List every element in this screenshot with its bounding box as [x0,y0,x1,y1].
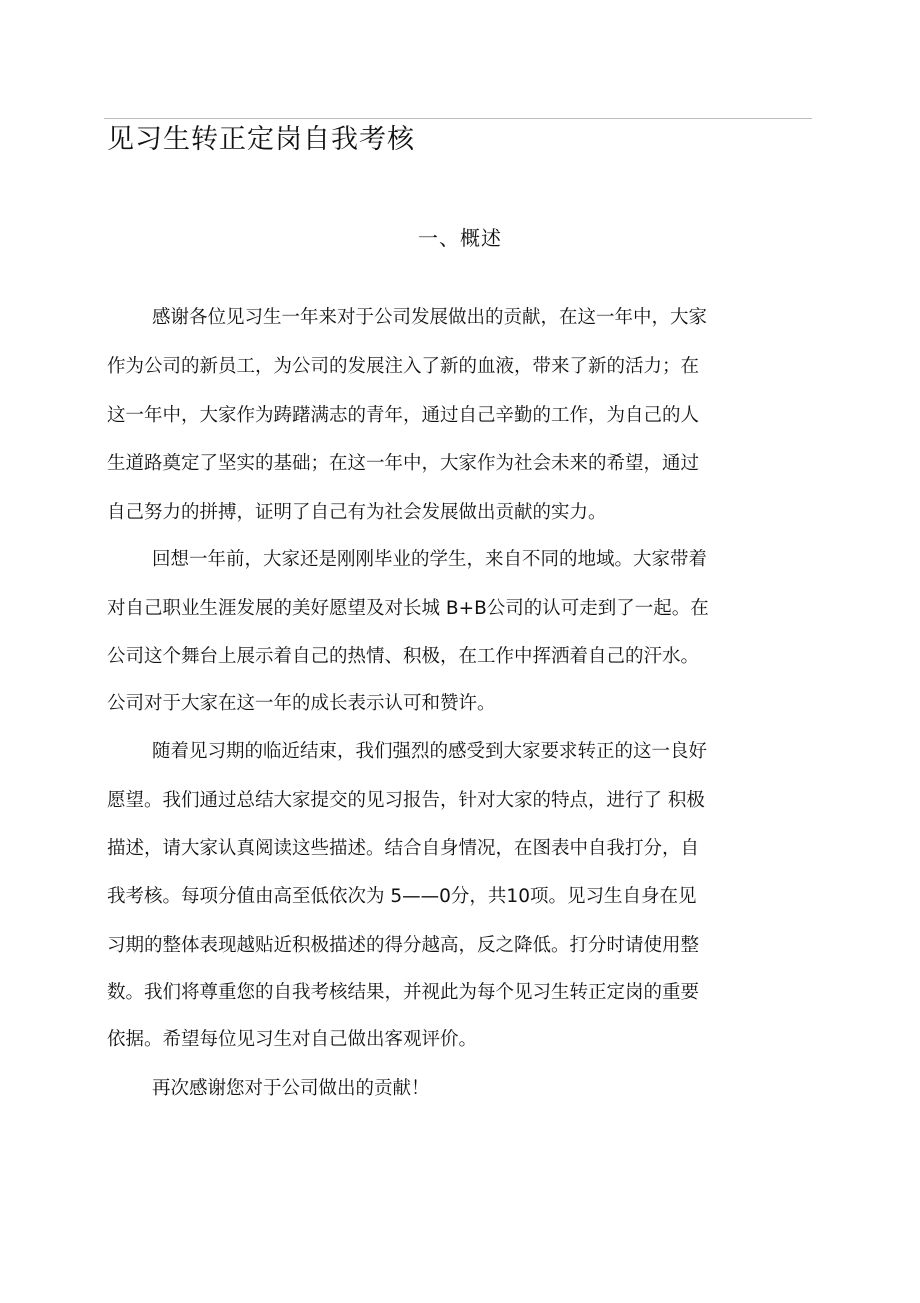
header-rule [104,118,812,119]
paragraph-line: 数。我们将尊重您的自我考核结果，并视此为每个见习生转正定岗的重要 [107,982,700,1003]
paragraph-line: 再次感谢您对于公司做出的贡献！ [152,1078,430,1099]
paragraph-line: 回想一年前，大家还是刚刚毕业的学生，来自不同的地域。大家带着 [152,549,708,570]
paragraph-line: 公司这个舞台上展示着自己的热情、积极，在工作中挥洒着自己的汗水。 [107,646,700,667]
paragraph-line: 作为公司的新员工，为公司的发展注入了新的血液，带来了新的活力；在 [107,356,700,377]
paragraph-line: 生道路奠定了坚实的基础；在这一年中，大家作为社会未来的希望，通过 [107,453,700,474]
document-title: 见习生转正定岗自我考核 [107,124,415,155]
paragraph-line: 愿望。我们通过总结大家提交的见习报告，针对大家的特点，进行了 积极 [107,790,705,811]
paragraph-line: 习期的整体表现越贴近积极描述的得分越高，反之降低。打分时请使用整 [107,935,700,956]
paragraph-line: 公司对于大家在这一年的成长表示认可和赞许。 [107,693,496,714]
paragraph-line: 随着见习期的临近结束，我们强烈的感受到大家要求转正的这一良好 [152,741,708,762]
paragraph-line: 自己努力的拼搏，证明了自己有为社会发展做出贡献的实力。 [107,502,607,523]
paragraph-line: 描述，请大家认真阅读这些描述。结合自身情况，在图表中自我打分，自 [107,838,700,859]
section-heading: 一、概述 [418,226,502,250]
paragraph-line: 这一年中，大家作为踌躇满志的青年，通过自己辛勤的工作，为自己的人 [107,405,700,426]
paragraph-line: 对自己职业生涯发展的美好愿望及对长城 B+B公司的认可走到了一起。在 [107,598,709,619]
paragraph-line: 依据。希望每位见习生对自己做出客观评价。 [107,1029,478,1050]
paragraph-line: 我考核。每项分值由高至低依次为 5——0分，共10项。见习生自身在见 [107,886,697,907]
paragraph-line: 感谢各位见习生一年来对于公司发展做出的贡献，在这一年中，大家 [152,307,708,328]
